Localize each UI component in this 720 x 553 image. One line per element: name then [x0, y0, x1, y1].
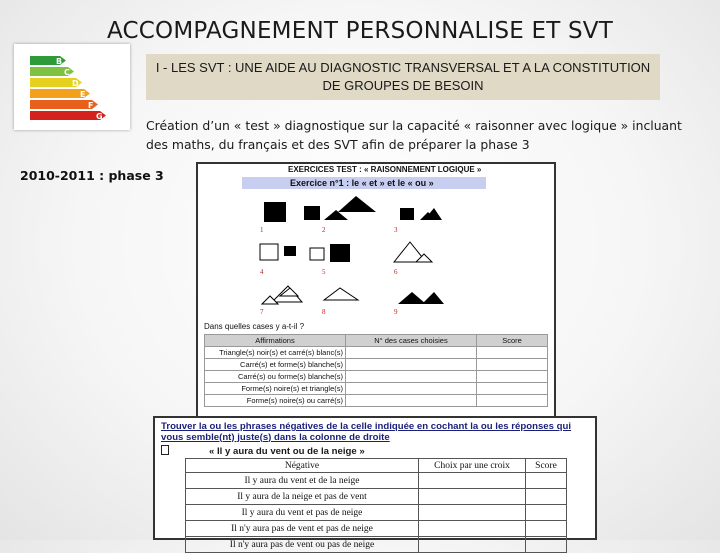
- table-cell: [346, 371, 477, 383]
- exercise1-table: [204, 334, 548, 407]
- table-header: Négative: [186, 459, 419, 473]
- shape-triangle-black: [338, 196, 376, 212]
- table-cell: [526, 537, 567, 553]
- rating-letter: E: [80, 90, 86, 99]
- exercise1-header: EXERCICES TEST : « RAISONNEMENT LOGIQUE »: [288, 165, 482, 174]
- exercise1-title: Exercice n°1 : le « et » et le « ou »: [242, 177, 486, 189]
- table-cell: Forme(s) noire(s) ou carré(s): [205, 395, 346, 407]
- shape-triangle-black: [398, 292, 426, 304]
- rating-letter: D: [72, 79, 79, 88]
- table-cell: [346, 383, 477, 395]
- table-cell: Forme(s) noire(s) et triangle(s): [205, 383, 346, 395]
- table-cell: Il n'y aura pas de vent et pas de neige: [186, 521, 419, 537]
- rating-letter: B: [56, 57, 63, 66]
- rating-letter: F: [88, 101, 94, 110]
- table-cell: [477, 359, 548, 371]
- description-text: Création d’un « test » diagnostique sur la capacité « raisonner avec logique » incluant des maths, du français et des SVT afin de préparer la phase 3: [146, 118, 682, 152]
- energy-rating-icon: [14, 44, 130, 130]
- table-header: Score: [526, 459, 567, 473]
- table-row: [186, 489, 567, 505]
- table-cell: [346, 347, 477, 359]
- table-cell: [477, 371, 548, 383]
- exercise1-question: Dans quelles cases y a-t-il ?: [204, 322, 305, 331]
- table-cell: Il y aura du vent et de la neige: [186, 473, 419, 489]
- cell-number: 1: [260, 226, 264, 234]
- shape-triangle-black: [422, 292, 444, 304]
- shapes-grid: [198, 164, 554, 324]
- table-row: [205, 359, 548, 371]
- cell-number: 6: [394, 268, 398, 276]
- table-cell: Il n'y aura pas de vent ou pas de neige: [186, 537, 419, 553]
- table-header: Affirmations: [205, 335, 346, 347]
- shape-triangle-white: [324, 288, 358, 300]
- table-cell: [419, 473, 526, 489]
- table-header: N° des cases choisies: [346, 335, 477, 347]
- exercise1-image: [196, 162, 556, 422]
- table-cell: [346, 395, 477, 407]
- cell-number: 8: [322, 308, 326, 316]
- rating-bar: [30, 111, 106, 120]
- cell-number: 4: [260, 268, 264, 276]
- table-cell: Carré(s) et forme(s) blanche(s): [205, 359, 346, 371]
- phase-label: 2010-2011 : phase 3: [20, 168, 164, 183]
- table-cell: [526, 473, 567, 489]
- exercise2-table: [185, 458, 567, 553]
- table-cell: Carré(s) ou forme(s) blanche(s): [205, 371, 346, 383]
- rating-letter: C: [64, 68, 70, 77]
- table-cell: Il y aura de la neige et pas de vent: [186, 489, 419, 505]
- table-header: Choix par une croix: [419, 459, 526, 473]
- table-cell: [419, 537, 526, 553]
- table-row: [186, 521, 567, 537]
- table-row: [205, 383, 548, 395]
- table-row: [205, 395, 548, 407]
- table-cell: [477, 383, 548, 395]
- shape-square-black: [400, 208, 414, 220]
- slide-title: ACCOMPAGNEMENT PERSONNALISE ET SVT: [107, 18, 613, 44]
- table-row: [205, 347, 548, 359]
- table-cell: [419, 521, 526, 537]
- table-cell: [526, 489, 567, 505]
- checkbox-icon: [161, 445, 169, 455]
- table-row: [186, 537, 567, 553]
- cell-number: 3: [394, 226, 398, 234]
- shape-square-black: [330, 244, 350, 262]
- shape-square-white: [310, 248, 324, 260]
- shape-square-black: [304, 206, 320, 220]
- table-cell: [419, 489, 526, 505]
- table-cell: [477, 347, 548, 359]
- exercise2-quote: « Il y aura du vent ou de la neige »: [209, 446, 365, 457]
- shape-square-black: [284, 246, 296, 256]
- table-cell: [419, 505, 526, 521]
- cell-number: 5: [322, 268, 326, 276]
- shape-square-white: [260, 244, 278, 260]
- table-row: [186, 505, 567, 521]
- table-header: Score: [477, 335, 548, 347]
- exercise2-image: [153, 416, 597, 550]
- table-cell: Triangle(s) noir(s) et carré(s) blanc(s): [205, 347, 346, 359]
- table-row: [205, 371, 548, 383]
- shape-square-black: [264, 202, 286, 222]
- cell-number: 9: [394, 308, 398, 316]
- cell-number: 2: [322, 226, 326, 234]
- table-cell: [346, 359, 477, 371]
- table-cell: Il y aura du vent et pas de neige: [186, 505, 419, 521]
- table-cell: [526, 505, 567, 521]
- rating-letter: G: [96, 112, 103, 121]
- exercise2-quote-line: [161, 445, 365, 457]
- slide-subtitle: I - LES SVT : UNE AIDE AU DIAGNOSTIC TRANSVERSAL ET A LA CONSTITUTION DE GROUPES DE BESOIN: [146, 54, 660, 100]
- energy-rating-graphic: [14, 44, 130, 130]
- exercise2-instruction: Trouver la ou les phrases négatives de la celle indiquée en cochant la ou les réponses qui vous semble(nt) juste(s) dans la colonne de droite: [161, 421, 572, 443]
- table-cell: [526, 521, 567, 537]
- table-row: [186, 473, 567, 489]
- cell-number: 7: [260, 308, 264, 316]
- table-cell: [477, 395, 548, 407]
